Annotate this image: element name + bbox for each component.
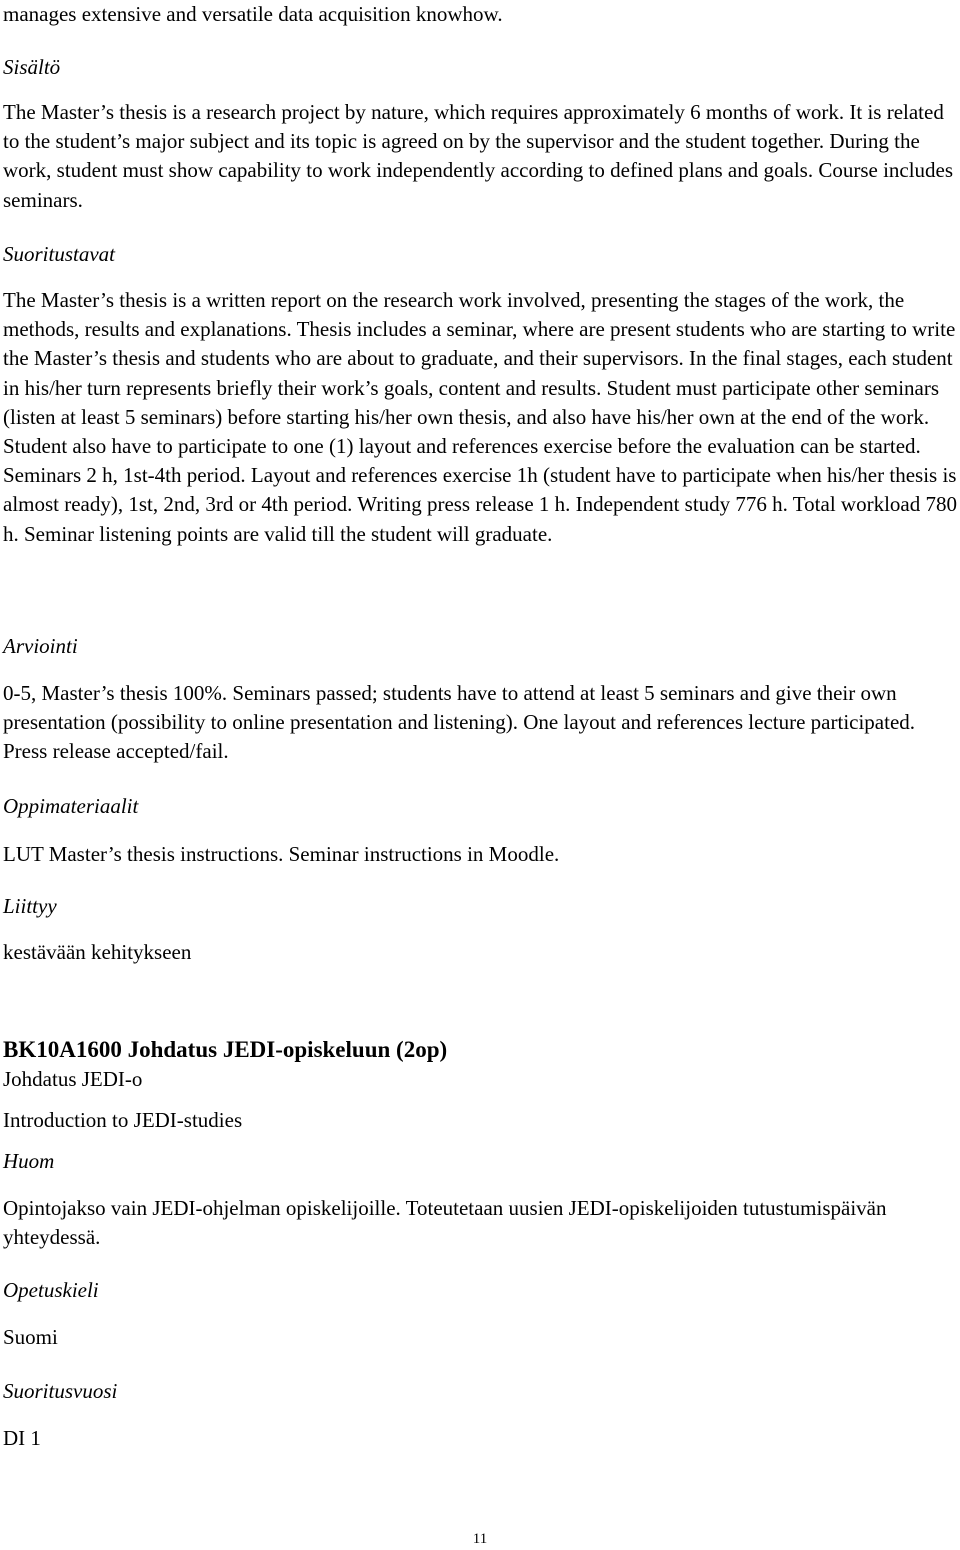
course-title: BK10A1600 Johdatus JEDI-opiskeluun (2op)	[3, 1037, 448, 1062]
section-heading-sisalto: Sisältö	[3, 55, 61, 79]
course-huom-heading: Huom	[3, 1149, 55, 1173]
course-language-value: Suomi	[3, 1325, 58, 1349]
page-number: 11	[472, 1531, 488, 1547]
section-heading-liittyy: Liittyy	[3, 894, 57, 918]
section-text-arviointi: 0-5, Master’s thesis 100%. Seminars passed; students have to attend at least 5 seminars and give their own presentation (possibility to online presentation and listening). One layout and references lecture participated. Press release accepted/fail.	[3, 681, 916, 764]
course-language-heading: Opetuskieli	[3, 1278, 99, 1302]
section-heading-suoritustavat: Suoritustavat	[3, 242, 116, 266]
course-year-heading: Suoritusvuosi	[3, 1379, 118, 1403]
intro-tail-text: manages extensive and versatile data acquisition knowhow.	[3, 2, 503, 26]
course-short-name: Johdatus JEDI-o	[3, 1067, 143, 1091]
section-text-oppimateriaalit: LUT Master’s thesis instructions. Seminar instructions in Moodle.	[3, 842, 560, 866]
section-heading-oppimateriaalit: Oppimateriaalit	[3, 794, 139, 818]
section-text-liittyy: kestävään kehitykseen	[3, 940, 192, 964]
section-text-sisalto: The Master’s thesis is a research project by nature, which requires approximately 6 months of work. It is related to the student’s major subject and its topic is agreed on by the supervisor and the student together. During the work, student must show capability to work independently according to defined plans and goals. Course includes seminars.	[3, 100, 954, 212]
section-heading-arviointi: Arviointi	[3, 634, 78, 658]
section-text-suoritustavat: The Master’s thesis is a written report on the research work involved, presenting the stages of the work, the methods, results and explanations. Thesis includes a seminar, where are present students who are starting to write the Master’s thesis and students who are about to graduate, and their supervisors. In the final stages, each student in his/her turn represents briefly their work’s goals, content and results. Student must participate other seminars (listen at least 5 seminars) before starting his/her own thesis, and also have his/her own at the end of the work. Student also have to participate to one (1) layout and references exercise before the evaluation can be started. Seminars 2 h, 1st-4th period. Layout and references exercise 1h (student have to participate when his/her thesis is almost ready), 1st, 2nd, 3rd or 4th period. Writing press release 1 h. Independent study 776 h. Total workload 780 h. Seminar listening points are valid till the student will graduate.	[3, 288, 957, 546]
course-huom-text: Opintojakso vain JEDI-ohjelman opiskelijoille. Toteutetaan uusien JEDI-opiskelijoiden tutustumispäivän yhteydessä.	[3, 1196, 887, 1250]
course-year-value: DI 1	[3, 1426, 41, 1450]
course-english-name: Introduction to JEDI-studies	[3, 1108, 243, 1132]
